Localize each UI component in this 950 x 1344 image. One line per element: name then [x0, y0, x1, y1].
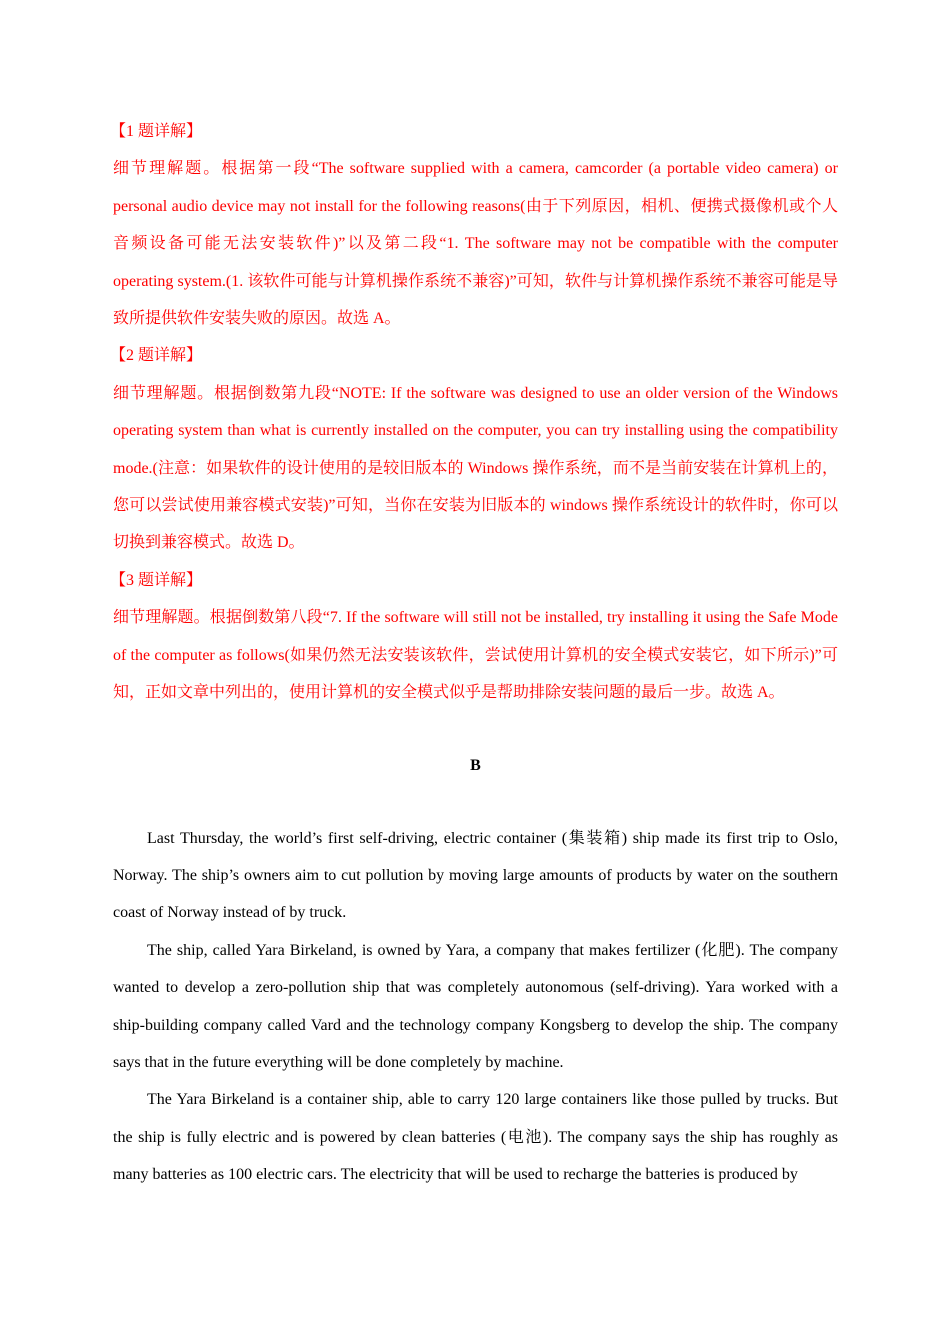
explanation-3-text: 细节理解题。根据倒数第八段“7. If the software will still not be installed, try installing it using the Safe Mode of the computer as follows(如果仍然无法安装该软件，尝试使用计算机的安全模式安装它，如下所示)”可知，正如文章中列出的，使用计算机的安全模式似乎是帮助排除安装问题的最后一步。故选 A。 — [113, 609, 838, 702]
explanation-2-text: 细节理解题。根据倒数第九段“NOTE: If the software was designed to use an older version of the Windows operating system than what is currently installed on the computer, you can try installing using the compatibility mode.(注意：如果软件的设计使用的是较旧版本的 Windows 操作系统，而不是当前安装在计算机上的，您可以尝试使用兼容模式安装)”可知，当你在安装为旧版本的 windows 操作系统设计的软件时，你可以切换到兼容模式。故选 D。 — [113, 384, 838, 552]
explanation-2-heading: 【2 题详解】 — [110, 347, 203, 365]
passage-paragraph-3: The Yara Birkeland is a container ship, able to carry 120 large containers like those pulled by trucks. But the ship is fully electric and is powered by clean batteries (电池). The company says the ship has roughly as many batteries as 100 electric cars. The electricity that will be used to recharge the batteries is produced by — [113, 1091, 838, 1184]
spacer — [113, 712, 838, 747]
section-b-title: B — [470, 756, 481, 774]
spacer — [113, 784, 838, 820]
explanation-3-heading: 【3 题详解】 — [110, 571, 203, 589]
explanation-1-text: 细节理解题。根据第一段“The software supplied with a camera, camcorder (a portable video camera) or personal audio device may not install for the following reasons(由于下列原因，相机、便携式摄像机或个人音频设备可能无法安装软件)”以及第二段“1. The software may not be compatible with the computer operating system.(1. 该软件可能与计算机操作系统不兼容)”可知，软件与计算机操作系统不兼容可能是导致所提供软件安装失败的原因。故选 A。 — [113, 160, 838, 328]
document-page — [110, 113, 838, 1194]
passage-paragraph-1: Last Thursday, the world’s first self-driving, electric container (集装箱) ship made its first trip to Oslo, Norway. The ship’s owners aim to cut pollution by moving large amounts of products by water on the southern coast of Norway instead of by truck. — [113, 829, 838, 922]
explanation-1-heading: 【1 题详解】 — [110, 123, 203, 140]
passage-paragraph-2: The ship, called Yara Birkeland, is owned by Yara, a company that makes fertilizer (化肥). The company wanted to develop a zero-pollution ship that was completely autonomous (self-driving). Yara worked with a ship-building company called Vard and the technology company Kongsberg to develop the ship. The company says that in the future everything will be done completely by machine. — [113, 941, 838, 1071]
